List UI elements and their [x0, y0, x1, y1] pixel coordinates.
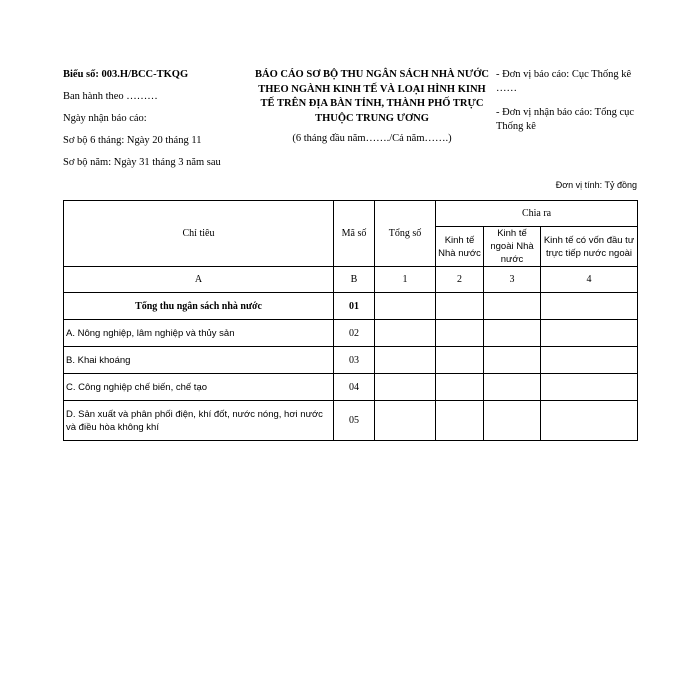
units-info	[496, 68, 646, 134]
report-title	[247, 68, 497, 126]
reporting-unit: - Đơn vị báo cáo: Cục Thống kê	[496, 69, 632, 80]
form-meta	[63, 68, 258, 178]
title-line-3: TẾ TRÊN ĐỊA BÀN TỈNH, THÀNH PHỐ TRỰC	[260, 98, 484, 109]
row-label: D. Sản xuất và phân phối điện, khí đốt, nước nóng, hơi nước và điều hòa không khí	[64, 401, 334, 441]
col-index-2: 2	[436, 267, 484, 293]
row-label: B. Khai khoáng	[64, 347, 334, 374]
table-row	[64, 293, 638, 320]
table-row	[64, 401, 638, 441]
header-non-state: Kinh tế ngoài Nhà nước	[484, 227, 541, 267]
row-code: 01	[334, 293, 375, 320]
col-index-3: 3	[484, 267, 541, 293]
unit-label: Đơn vị tính: Tỷ đồng	[555, 180, 637, 190]
header-fdi: Kinh tế có vốn đầu tư trực tiếp nước ngoài	[541, 227, 638, 267]
report-period: (6 tháng đầu năm……./Cả năm…….)	[292, 133, 452, 144]
table-row	[64, 320, 638, 347]
budget-table	[63, 200, 638, 441]
header-code: Mã số	[334, 201, 375, 267]
title-line-4: THUỘC TRUNG ƯƠNG	[315, 112, 429, 124]
title-line-1: BÁO CÁO SƠ BỘ THU NGÂN SÁCH NHÀ NƯỚC	[255, 69, 489, 80]
row-code: 02	[334, 320, 375, 347]
row-label: Tổng thu ngân sách nhà nước	[64, 293, 334, 320]
form-number: Biểu số: 003.H/BCC-TKQG	[63, 69, 189, 80]
col-index-a: A	[64, 267, 334, 293]
receiving-unit: - Đơn vị nhận báo cáo: Tổng cục	[496, 107, 635, 118]
reporting-unit-cont: ……	[496, 83, 517, 94]
preliminary-year: Sơ bộ năm: Ngày 31 tháng 3 năm sau	[63, 157, 221, 168]
col-index-b: B	[334, 267, 375, 293]
row-code: 04	[334, 374, 375, 401]
receiving-unit-cont: Thống kê	[496, 121, 536, 132]
header-breakdown: Chia ra	[436, 201, 638, 227]
header-total: Tổng số	[375, 201, 436, 267]
issued-by: Ban hành theo ………	[63, 91, 158, 102]
row-code: 03	[334, 347, 375, 374]
row-label: C. Công nghiệp chế biến, chế tạo	[64, 374, 334, 401]
preliminary-6-months: Sơ bộ 6 tháng: Ngày 20 tháng 11	[63, 135, 202, 146]
col-index-4: 4	[541, 267, 638, 293]
row-label: A. Nông nghiệp, lâm nghiệp và thủy sản	[64, 320, 334, 347]
col-index-1: 1	[375, 267, 436, 293]
table-row	[64, 347, 638, 374]
header-state: Kinh tế Nhà nước	[436, 227, 484, 267]
title-line-2: THEO NGÀNH KINH TẾ VÀ LOẠI HÌNH KINH	[258, 83, 486, 95]
header-indicator: Chỉ tiêu	[64, 201, 334, 267]
row-code: 05	[334, 401, 375, 441]
table-row	[64, 374, 638, 401]
report-date-label: Ngày nhận báo cáo:	[63, 113, 147, 124]
